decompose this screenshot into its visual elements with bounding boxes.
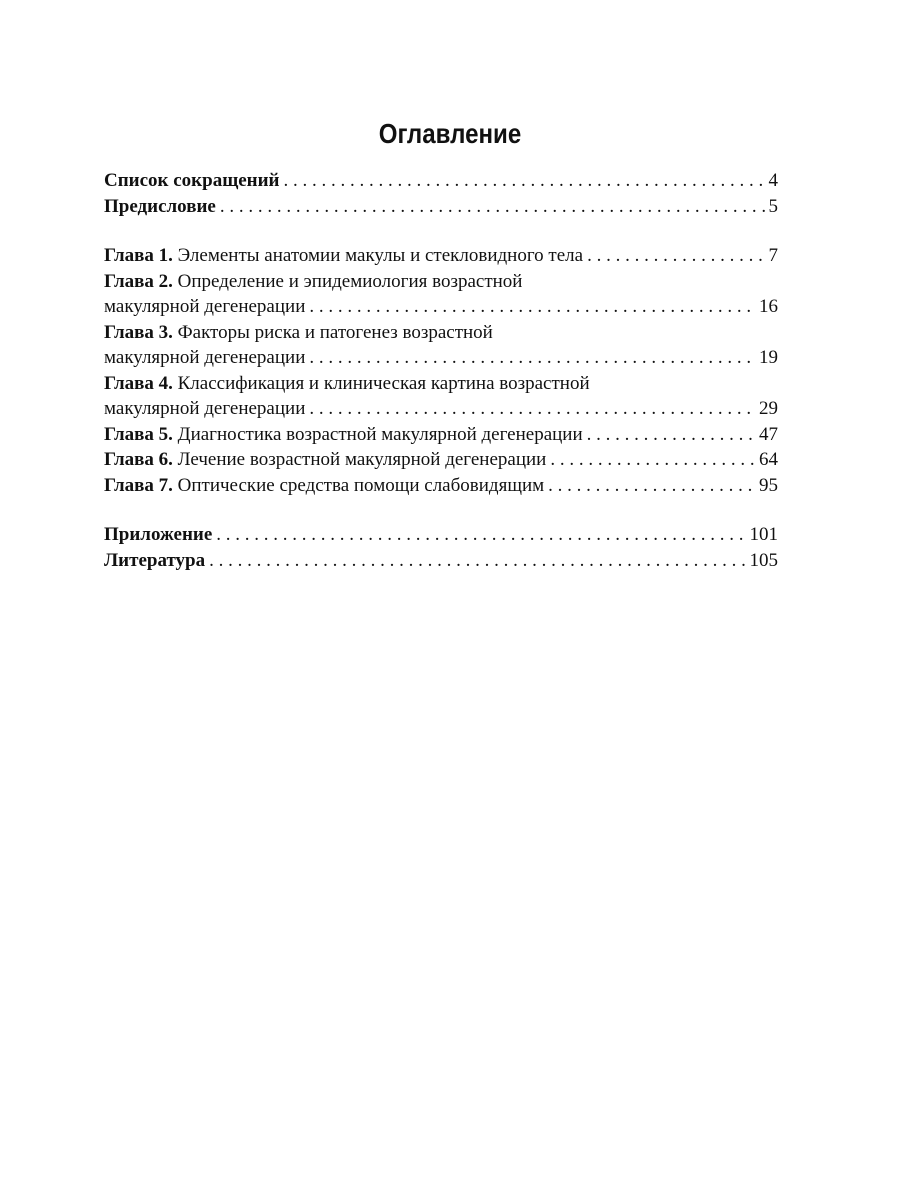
toc-entry-appendix — [104, 522, 778, 548]
chapter-prefix: Глава 7. — [104, 474, 173, 496]
toc-leader-dots — [587, 422, 757, 448]
toc-entry-label: Список сокращений — [104, 170, 280, 191]
toc-entry-abbreviations — [104, 168, 778, 194]
toc-entry-preface — [104, 194, 778, 220]
chapter-prefix: Глава 1. — [104, 245, 173, 266]
chapter-title-continued: макулярной дегенерации — [104, 347, 306, 368]
toc-entry-label: Литература — [104, 549, 206, 571]
chapter-title: Определение и эпидемиология возрастной — [177, 270, 523, 292]
toc-entry-chapter-6 — [104, 447, 778, 473]
toc-page-number: 16 — [759, 296, 778, 317]
toc-entry-label — [104, 447, 546, 473]
chapter-prefix: Глава 2. — [104, 270, 173, 292]
toc-page-number: 7 — [768, 245, 778, 266]
toc-entry-chapter-2-line1 — [104, 269, 778, 295]
toc-entry-label — [104, 243, 583, 269]
chapter-title: Классификация и клиническая картина возрастной — [177, 372, 590, 394]
toc-entry-label — [104, 473, 544, 499]
chapter-title-continued: макулярной дегенерации — [104, 296, 306, 317]
toc-leader-dots — [209, 548, 747, 574]
chapter-prefix: Глава 3. — [104, 321, 173, 343]
toc-page-number: 47 — [759, 423, 778, 445]
chapter-title: Диагностика возрастной макулярной дегенерации — [177, 423, 583, 445]
toc-page-number: 64 — [759, 449, 778, 470]
toc-leader-dots — [284, 168, 767, 194]
toc-page-number: 95 — [759, 474, 778, 496]
chapter-title: Факторы риска и патогенез возрастной — [177, 321, 493, 343]
toc-entry-chapter-5 — [104, 422, 778, 448]
table-of-contents — [104, 168, 778, 573]
toc-leader-dots — [548, 473, 757, 499]
chapter-title-continued: макулярной дегенерации — [104, 398, 306, 419]
toc-entry-chapter-1 — [104, 243, 778, 269]
toc-entry-label: Приложение — [104, 524, 213, 545]
toc-entry-references — [104, 548, 778, 574]
toc-leader-dots — [587, 243, 766, 269]
chapter-prefix: Глава 4. — [104, 372, 173, 394]
toc-page-number: 101 — [749, 524, 778, 545]
chapter-title: Элементы анатомии макулы и стекловидного тела — [177, 245, 584, 266]
toc-page-number: 4 — [768, 170, 778, 191]
toc-leader-dots — [309, 294, 757, 320]
toc-leader-dots — [309, 396, 757, 422]
toc-entry-label — [104, 422, 583, 448]
toc-page-number: 29 — [759, 398, 778, 419]
chapter-title: Лечение возрастной макулярной дегенерации — [177, 449, 547, 470]
toc-entry-chapter-3-line1 — [104, 320, 778, 346]
toc-spacer — [104, 219, 778, 243]
toc-leader-dots — [309, 345, 757, 371]
toc-page-number: 105 — [749, 549, 778, 571]
toc-entry-label: Предисловие — [104, 195, 216, 217]
toc-entry-chapter-4 — [104, 396, 778, 422]
chapter-title: Оптические средства помощи слабовидящим — [177, 474, 545, 496]
page-title: Оглавление — [378, 118, 522, 149]
toc-leader-dots — [220, 194, 767, 220]
toc-entry-chapter-3 — [104, 345, 778, 371]
chapter-prefix: Глава 5. — [104, 423, 173, 445]
toc-entry-chapter-2 — [104, 294, 778, 320]
toc-page-number: 19 — [759, 347, 778, 368]
toc-spacer — [104, 498, 778, 522]
toc-entry-chapter-7 — [104, 473, 778, 499]
toc-entry-chapter-4-line1 — [104, 371, 778, 397]
chapter-prefix: Глава 6. — [104, 449, 173, 470]
toc-leader-dots — [216, 522, 747, 548]
toc-page-number: 5 — [768, 195, 778, 217]
toc-leader-dots — [550, 447, 757, 473]
